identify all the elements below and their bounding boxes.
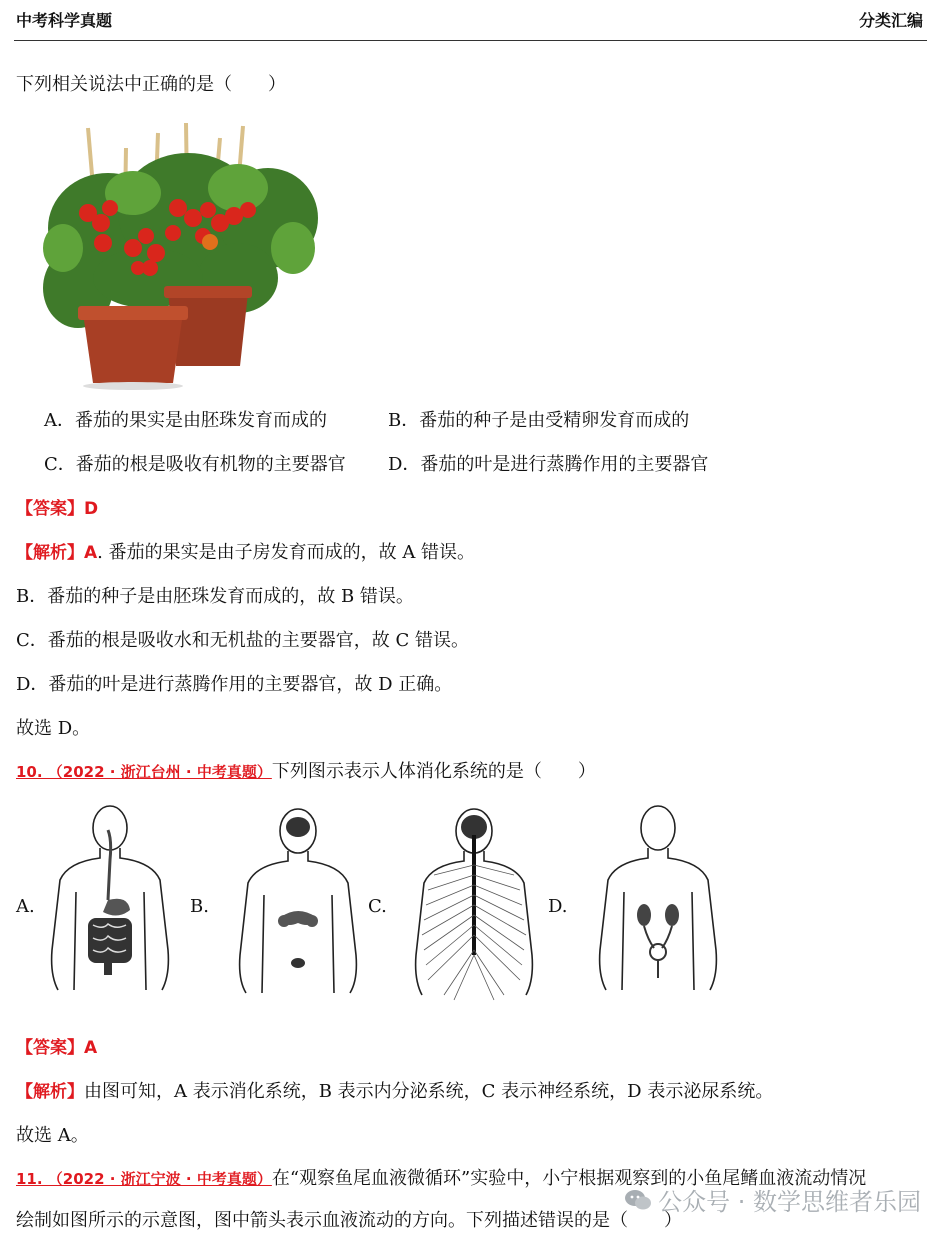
option-a: A．番茄的果实是由胚珠发育而成的: [44, 410, 327, 431]
wechat-watermark: [624, 1182, 921, 1218]
analysis-10: [16, 1077, 773, 1103]
nervous-system-figure: [414, 805, 534, 1005]
question-11-stem-2: 绘制如图所示的示意图，图中箭头表示血液流动的方向。下列描述错误的是（ ）: [16, 1210, 682, 1231]
header-title: 中考科学真题: [16, 11, 113, 30]
analysis-9-b: B．番茄的种子是由胚珠发育而成的，故 B 错误。: [16, 586, 414, 607]
conclusion-9: 故选 D。: [16, 718, 91, 739]
question-10-source: 10. （2022 · 浙江台州 · 中考真题）: [16, 763, 272, 781]
analysis-a-text: . 番茄的果实是由子房发育而成的，故 A 错误。: [97, 542, 476, 563]
analysis-9-c: C．番茄的根是吸收水和无机盐的主要器官，故 C 错误。: [16, 630, 469, 651]
watermark-text: 公众号 · 数学思维者乐园: [658, 1188, 921, 1216]
option-d: D．番茄的叶是进行蒸腾作用的主要器官: [388, 454, 709, 475]
figure-label-c: C.: [368, 896, 387, 917]
question-11-source: 11. （2022 · 浙江宁波 · 中考真题）: [16, 1170, 272, 1188]
question-10-text: 下列图示表示人体消化系统的是（ ）: [271, 761, 596, 782]
endocrine-system-figure: [236, 805, 361, 1000]
question-9-stem: 下列相关说法中正确的是（ ）: [16, 74, 286, 95]
answer-tag-10: 【答案】: [16, 1038, 84, 1058]
urinary-system-figure: [596, 800, 721, 1000]
figure-label-b: B.: [190, 896, 209, 917]
header-category: 分类汇编: [858, 11, 923, 30]
figure-label-d: D.: [548, 896, 568, 917]
answer-9: [16, 494, 98, 519]
figure-label-a: A.: [16, 896, 35, 917]
answer-tag: 【答案】: [16, 499, 84, 519]
option-c: C．番茄的根是吸收有机物的主要器官: [44, 454, 346, 475]
header-divider: [14, 40, 927, 41]
conclusion-10: 故选 A。: [16, 1125, 89, 1146]
answer-10: [16, 1033, 97, 1058]
question-10-stem: [16, 757, 596, 783]
analysis-10-text: 由图可知，A 表示消化系统，B 表示内分泌系统，C 表示神经系统，D 表示泌尿系统。: [84, 1081, 774, 1102]
question-11-text-1: 在“观察鱼尾血液微循环”实验中，小宁根据观察到的小鱼尾鳍血液流动情况: [271, 1168, 867, 1189]
answer-value: D: [84, 499, 99, 519]
analysis-tag: 【解析】: [16, 543, 84, 563]
wechat-icon: [624, 1188, 652, 1218]
option-b: B．番茄的种子是由受精卵发育而成的: [388, 410, 690, 431]
analysis-tag-10: 【解析】: [16, 1082, 84, 1102]
digestive-system-figure: [48, 800, 173, 1000]
analysis-9-a: [16, 538, 475, 564]
analysis-9-d: D．番茄的叶是进行蒸腾作用的主要器官，故 D 正确。: [16, 674, 453, 695]
analysis-a-label: A: [84, 543, 98, 563]
answer-value-10: A: [84, 1038, 98, 1058]
tomato-plant-image: [38, 118, 338, 393]
